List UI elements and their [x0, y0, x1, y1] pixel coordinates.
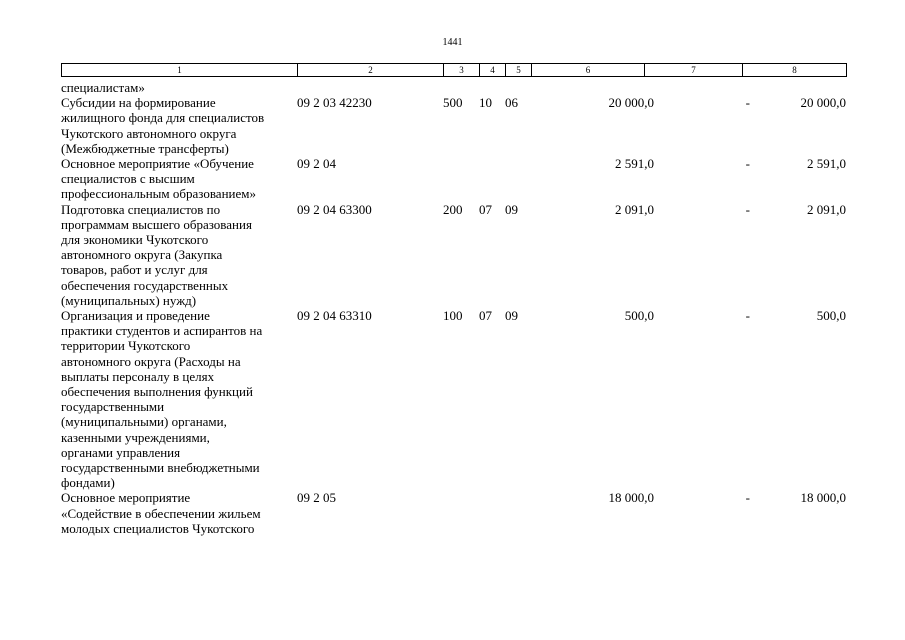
- amount-federal: -: [745, 308, 750, 324]
- amount-total: 20 000,0: [608, 95, 654, 111]
- amount-regional: 18 000,0: [800, 490, 846, 506]
- row-description: [61, 80, 297, 95]
- row-description: [61, 202, 297, 308]
- amount-federal: -: [745, 156, 750, 172]
- amount-regional: 2 091,0: [807, 201, 846, 217]
- row-description: [61, 156, 297, 202]
- column-header-6: 6: [532, 64, 645, 77]
- description-line: жилищного фонда для специалистов: [61, 110, 265, 126]
- description-line: органами управления: [61, 444, 181, 460]
- description-line: Подготовка специалистов по: [61, 201, 221, 217]
- amount-regional: 2 591,0: [807, 156, 846, 172]
- description-line: профессиональным образованием»: [61, 186, 256, 202]
- description-line: фондами): [61, 475, 115, 491]
- section: 10: [479, 95, 492, 111]
- description-line: казенными учреждениями,: [61, 429, 210, 445]
- column-header-1: 1: [62, 64, 298, 77]
- description-line: специалистам»: [61, 80, 145, 95]
- description-line: государственными внебюджетными: [61, 460, 260, 476]
- amount-federal: -: [745, 201, 750, 217]
- section: 07: [479, 201, 492, 217]
- budget-table-body: [61, 80, 846, 536]
- budget-code: 09 2 05: [297, 490, 336, 506]
- subsection: 09: [505, 308, 518, 324]
- description-line: Основное мероприятие: [61, 490, 191, 506]
- table-row: [61, 308, 846, 490]
- description-line: (муниципальными) органами,: [61, 414, 227, 430]
- expense-type: 200: [443, 201, 463, 217]
- description-line: Организация и проведение: [61, 308, 210, 324]
- description-line: Субсидии на формирование: [61, 95, 216, 111]
- row-description: [61, 95, 297, 156]
- amount-total: 18 000,0: [608, 490, 654, 506]
- description-line: (муниципальных) нужд): [61, 292, 197, 308]
- budget-code: 09 2 03 42230: [297, 95, 372, 111]
- description-line: обеспечения выполнения функций: [61, 384, 253, 400]
- amount-total: 500,0: [624, 308, 654, 324]
- subsection: 09: [505, 201, 518, 217]
- amount-federal: -: [745, 490, 750, 506]
- description-line: для экономики Чукотского: [61, 232, 209, 248]
- column-header-row: [62, 64, 847, 77]
- row-description: [61, 490, 297, 536]
- page-number: 1441: [442, 37, 463, 48]
- description-line: (Межбюджетные трансферты): [61, 140, 229, 156]
- description-line: Основное мероприятие «Обучение: [61, 156, 254, 172]
- description-line: товаров, работ и услуг для: [61, 262, 208, 278]
- table-row: [61, 490, 846, 536]
- description-line: государственными: [61, 399, 165, 415]
- column-header-table: [61, 63, 847, 77]
- description-line: «Содействие в обеспечении жильем: [61, 505, 261, 521]
- column-header-4: 4: [480, 64, 506, 77]
- expense-type: 100: [443, 308, 463, 324]
- amount-regional: 20 000,0: [800, 95, 846, 111]
- description-line: специалистов с высшим: [61, 171, 195, 187]
- column-header-2: 2: [298, 64, 444, 77]
- row-description: [61, 308, 297, 490]
- table-row: [61, 95, 846, 156]
- budget-code: 09 2 04: [297, 156, 336, 172]
- description-line: молодых специалистов Чукотского: [61, 520, 255, 536]
- table-row: [61, 80, 846, 95]
- amount-total: 2 091,0: [615, 201, 654, 217]
- budget-code: 09 2 04 63310: [297, 308, 372, 324]
- budget-code: 09 2 04 63300: [297, 201, 372, 217]
- amount-federal: -: [745, 95, 750, 111]
- description-line: программам высшего образования: [61, 216, 252, 232]
- table-row: [61, 202, 846, 308]
- column-header-5: 5: [506, 64, 532, 77]
- amount-total: 2 591,0: [615, 156, 654, 172]
- expense-type: 500: [443, 95, 463, 111]
- description-line: обеспечения государственных: [61, 277, 229, 293]
- description-line: территории Чукотского: [61, 338, 191, 354]
- amount-regional: 500,0: [816, 308, 846, 324]
- description-line: выплаты персоналу в целях: [61, 368, 215, 384]
- description-line: автономного округа (Закупка: [61, 247, 223, 263]
- column-header-7: 7: [645, 64, 743, 77]
- column-header-8: 8: [743, 64, 847, 77]
- section: 07: [479, 308, 492, 324]
- table-row: [61, 156, 846, 202]
- description-line: практики студентов и аспирантов на: [61, 323, 263, 339]
- subsection: 06: [505, 95, 518, 111]
- description-line: Чукотского автономного округа: [61, 125, 237, 141]
- column-header-3: 3: [444, 64, 480, 77]
- description-line: автономного округа (Расходы на: [61, 353, 241, 369]
